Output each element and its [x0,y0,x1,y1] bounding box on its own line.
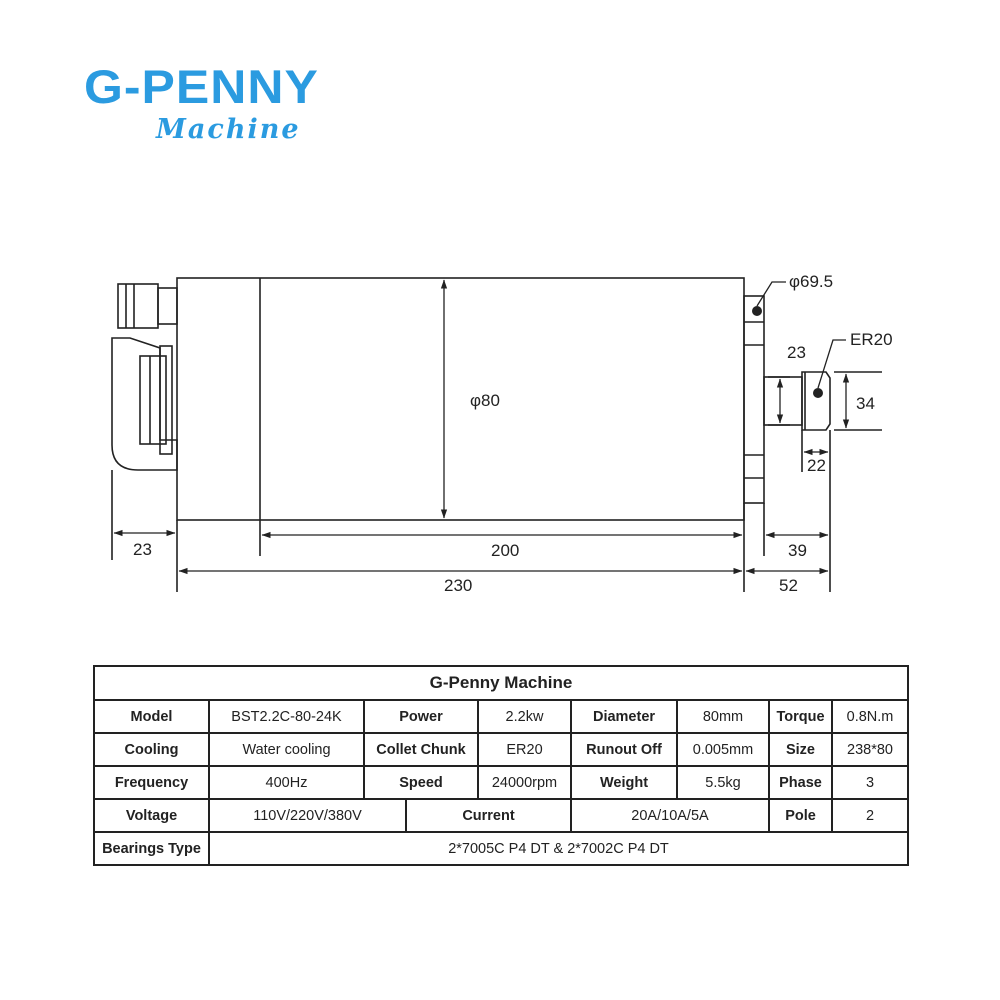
label-52: 52 [779,576,798,595]
spec-table [93,665,909,866]
voltage-value: 110V/220V/380V [209,799,406,832]
speed-header: Speed [364,766,478,799]
voltage-header: Voltage [94,799,209,832]
label-39: 39 [788,541,807,560]
leader-er20 [818,340,846,388]
pole-value: 2 [832,799,908,832]
collet-nut [802,372,830,430]
phase-header: Phase [769,766,832,799]
frequency-value: 400Hz [209,766,364,799]
label-34: 34 [856,394,875,413]
torque-value: 0.8N.m [832,700,908,733]
frequency-header: Frequency [94,766,209,799]
collet-value: ER20 [478,733,571,766]
pole-header: Pole [769,799,832,832]
model-header: Model [94,700,209,733]
label-phi80: φ80 [470,391,500,410]
table-row [94,733,908,766]
cooling-header: Cooling [94,733,209,766]
table-row [94,832,908,865]
logo-brand-text: G-PENNY [84,60,319,114]
table-title-row [94,666,908,700]
power-value: 2.2kw [478,700,571,733]
label-230: 230 [444,576,473,595]
label-22: 22 [807,456,826,475]
cooling-value: Water cooling [209,733,364,766]
runout-header: Runout Off [571,733,677,766]
spindle-body [177,278,744,520]
diameter-value: 80mm [677,700,769,733]
label-phi69-5: φ69.5 [789,272,834,291]
weight-value: 5.5kg [677,766,769,799]
table-title: G-Penny Machine [94,666,908,700]
leader-phi69-5 [757,282,786,306]
phase-value: 3 [832,766,908,799]
label-er20: ER20 [850,330,893,349]
bearings-value: 2*7005C P4 DT & 2*7002C P4 DT [209,832,908,865]
runout-value: 0.005mm [677,733,769,766]
cable-connector [118,284,158,328]
size-header: Size [769,733,832,766]
torque-header: Torque [769,700,832,733]
size-value: 238*80 [832,733,908,766]
logo-sub-text: Machine [156,114,301,145]
label-200: 200 [491,541,520,560]
table-row [94,799,908,832]
current-header: Current [406,799,571,832]
water-fitting [112,338,177,470]
spindle-shaft [764,377,802,425]
flange-center-mark [752,306,762,316]
current-value: 20A/10A/5A [571,799,769,832]
front-flange [744,296,764,503]
speed-value: 24000rpm [478,766,571,799]
model-value: BST2.2C-80-24K [209,700,364,733]
label-23-left: 23 [133,540,152,559]
collet-center-mark [813,388,823,398]
power-header: Power [364,700,478,733]
table-row [94,700,908,733]
diameter-header: Diameter [571,700,677,733]
table-row [94,766,908,799]
label-23-right: 23 [787,343,806,362]
weight-header: Weight [571,766,677,799]
bearings-header: Bearings Type [94,832,209,865]
collet-header: Collet Chunk [364,733,478,766]
